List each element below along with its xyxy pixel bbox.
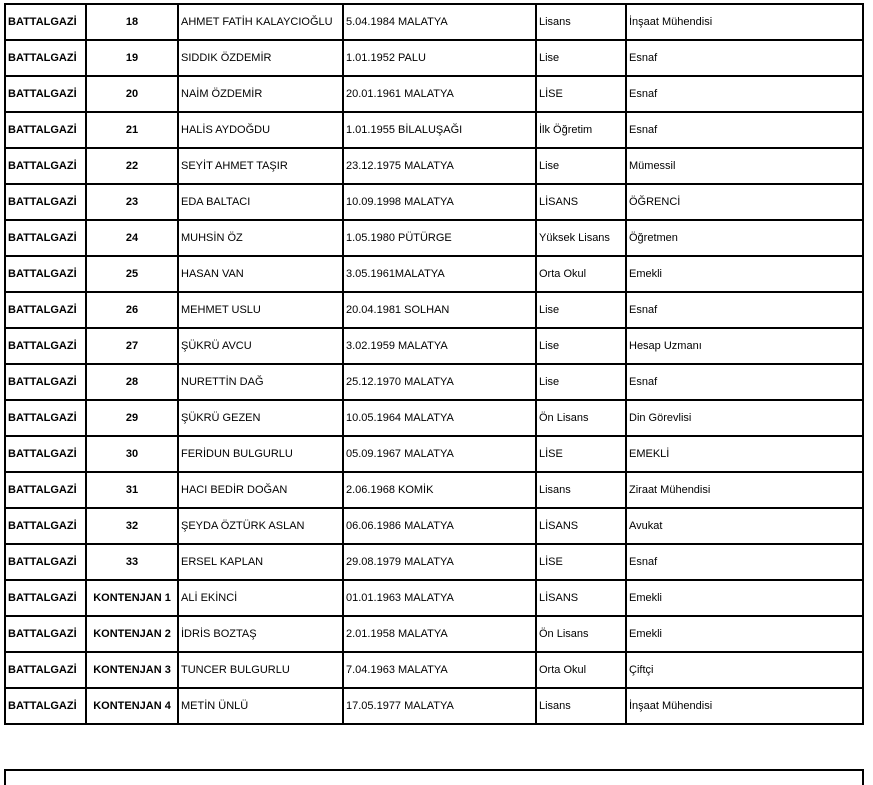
birth-date-place-cell: 7.04.1963 MALATYA	[343, 652, 536, 688]
name-cell: EDA BALTACI	[178, 184, 343, 220]
district-cell: BATTALGAZİ	[5, 112, 86, 148]
district-cell: BATTALGAZİ	[5, 220, 86, 256]
district-cell: BATTALGAZİ	[5, 400, 86, 436]
education-cell: LİSE	[536, 76, 626, 112]
number-cell: KONTENJAN 2	[86, 616, 178, 652]
occupation-cell: Mümessil	[626, 148, 863, 184]
table-row	[5, 436, 863, 472]
birth-date-place-cell: 23.12.1975 MALATYA	[343, 148, 536, 184]
name-cell: ERSEL KAPLAN	[178, 544, 343, 580]
district-cell: BATTALGAZİ	[5, 544, 86, 580]
district-cell: BATTALGAZİ	[5, 292, 86, 328]
name-cell: SIDDIK ÖZDEMİR	[178, 40, 343, 76]
district-cell: BATTALGAZİ	[5, 256, 86, 292]
occupation-cell: Esnaf	[626, 112, 863, 148]
district-cell: BATTALGAZİ	[5, 40, 86, 76]
occupation-cell: Emekli	[626, 256, 863, 292]
birth-date-place-cell: 10.09.1998 MALATYA	[343, 184, 536, 220]
birth-date-place-cell: 17.05.1977 MALATYA	[343, 688, 536, 724]
table-row	[5, 508, 863, 544]
occupation-cell: Çiftçi	[626, 652, 863, 688]
education-cell: LİSANS	[536, 508, 626, 544]
education-cell: Orta Okul	[536, 256, 626, 292]
table-row	[5, 256, 863, 292]
table-row	[5, 40, 863, 76]
number-cell: 30	[86, 436, 178, 472]
education-cell: Orta Okul	[536, 652, 626, 688]
name-cell: HASAN VAN	[178, 256, 343, 292]
birth-date-place-cell: 2.01.1958 MALATYA	[343, 616, 536, 652]
number-cell: 25	[86, 256, 178, 292]
district-cell: BATTALGAZİ	[5, 580, 86, 616]
occupation-cell: Esnaf	[626, 292, 863, 328]
table-row	[5, 148, 863, 184]
name-cell: ŞEYDA ÖZTÜRK ASLAN	[178, 508, 343, 544]
name-cell: İDRİS BOZTAŞ	[178, 616, 343, 652]
name-cell: MUHSİN ÖZ	[178, 220, 343, 256]
education-cell: Lise	[536, 40, 626, 76]
table-row	[5, 652, 863, 688]
birth-date-place-cell: 3.02.1959 MALATYA	[343, 328, 536, 364]
table-row	[5, 616, 863, 652]
district-cell: BATTALGAZİ	[5, 508, 86, 544]
occupation-cell: ÖĞRENCİ	[626, 184, 863, 220]
table-row	[5, 472, 863, 508]
number-cell: 22	[86, 148, 178, 184]
name-cell: MEHMET USLU	[178, 292, 343, 328]
birth-date-place-cell: 06.06.1986 MALATYA	[343, 508, 536, 544]
number-cell: KONTENJAN 1	[86, 580, 178, 616]
number-cell: 24	[86, 220, 178, 256]
birth-date-place-cell: 1.05.1980 PÜTÜRGE	[343, 220, 536, 256]
education-cell: Ön Lisans	[536, 400, 626, 436]
district-cell: BATTALGAZİ	[5, 328, 86, 364]
number-cell: 32	[86, 508, 178, 544]
birth-date-place-cell: 2.06.1968 KOMİK	[343, 472, 536, 508]
occupation-cell: Din Görevlisi	[626, 400, 863, 436]
table-row	[5, 76, 863, 112]
birth-date-place-cell: 3.05.1961MALATYA	[343, 256, 536, 292]
number-cell: 33	[86, 544, 178, 580]
occupation-cell: Emekli	[626, 580, 863, 616]
district-cell: BATTALGAZİ	[5, 652, 86, 688]
birth-date-place-cell: 29.08.1979 MALATYA	[343, 544, 536, 580]
name-cell: ŞÜKRÜ AVCU	[178, 328, 343, 364]
table-row	[5, 544, 863, 580]
number-cell: 31	[86, 472, 178, 508]
number-cell: 28	[86, 364, 178, 400]
table-row	[5, 688, 863, 724]
birth-date-place-cell: 05.09.1967 MALATYA	[343, 436, 536, 472]
number-cell: 21	[86, 112, 178, 148]
occupation-cell: Hesap Uzmanı	[626, 328, 863, 364]
district-cell: BATTALGAZİ	[5, 472, 86, 508]
occupation-cell: İnşaat Mühendisi	[626, 4, 863, 40]
number-cell: KONTENJAN 4	[86, 688, 178, 724]
education-cell: Lise	[536, 292, 626, 328]
education-cell: Lise	[536, 148, 626, 184]
birth-date-place-cell: 1.01.1952 PALU	[343, 40, 536, 76]
number-cell: 18	[86, 4, 178, 40]
education-cell: İlk Öğretim	[536, 112, 626, 148]
education-cell: Lisans	[536, 472, 626, 508]
next-row-border	[4, 769, 864, 785]
number-cell: 20	[86, 76, 178, 112]
district-cell: BATTALGAZİ	[5, 4, 86, 40]
table-row	[5, 4, 863, 40]
birth-date-place-cell: 20.04.1981 SOLHAN	[343, 292, 536, 328]
district-cell: BATTALGAZİ	[5, 364, 86, 400]
name-cell: FERİDUN BULGURLU	[178, 436, 343, 472]
table-row	[5, 112, 863, 148]
occupation-cell: Esnaf	[626, 544, 863, 580]
name-cell: HALİS AYDOĞDU	[178, 112, 343, 148]
table-row	[5, 364, 863, 400]
occupation-cell: Avukat	[626, 508, 863, 544]
occupation-cell: Öğretmen	[626, 220, 863, 256]
candidate-table-body	[5, 4, 863, 724]
education-cell: Lisans	[536, 4, 626, 40]
birth-date-place-cell: 20.01.1961 MALATYA	[343, 76, 536, 112]
district-cell: BATTALGAZİ	[5, 148, 86, 184]
occupation-cell: Esnaf	[626, 364, 863, 400]
table-row	[5, 328, 863, 364]
district-cell: BATTALGAZİ	[5, 688, 86, 724]
table-row	[5, 220, 863, 256]
name-cell: AHMET FATİH KALAYCIOĞLU	[178, 4, 343, 40]
occupation-cell: EMEKLİ	[626, 436, 863, 472]
education-cell: LİSE	[536, 544, 626, 580]
occupation-cell: Emekli	[626, 616, 863, 652]
birth-date-place-cell: 25.12.1970 MALATYA	[343, 364, 536, 400]
occupation-cell: Esnaf	[626, 76, 863, 112]
name-cell: TUNCER BULGURLU	[178, 652, 343, 688]
birth-date-place-cell: 1.01.1955 BİLALUŞAĞI	[343, 112, 536, 148]
district-cell: BATTALGAZİ	[5, 184, 86, 220]
number-cell: 27	[86, 328, 178, 364]
birth-date-place-cell: 01.01.1963 MALATYA	[343, 580, 536, 616]
education-cell: Lise	[536, 364, 626, 400]
name-cell: SEYİT AHMET TAŞIR	[178, 148, 343, 184]
name-cell: ALİ EKİNCİ	[178, 580, 343, 616]
occupation-cell: Ziraat Mühendisi	[626, 472, 863, 508]
education-cell: Lisans	[536, 688, 626, 724]
number-cell: 29	[86, 400, 178, 436]
number-cell: KONTENJAN 3	[86, 652, 178, 688]
name-cell: METİN ÜNLÜ	[178, 688, 343, 724]
number-cell: 26	[86, 292, 178, 328]
table-row	[5, 184, 863, 220]
table-row	[5, 580, 863, 616]
occupation-cell: İnşaat Mühendisi	[626, 688, 863, 724]
education-cell: Ön Lisans	[536, 616, 626, 652]
education-cell: Lise	[536, 328, 626, 364]
table-row	[5, 400, 863, 436]
education-cell: Yüksek Lisans	[536, 220, 626, 256]
education-cell: LİSE	[536, 436, 626, 472]
number-cell: 23	[86, 184, 178, 220]
name-cell: NAİM ÖZDEMİR	[178, 76, 343, 112]
birth-date-place-cell: 10.05.1964 MALATYA	[343, 400, 536, 436]
occupation-cell: Esnaf	[626, 40, 863, 76]
name-cell: HACI BEDİR DOĞAN	[178, 472, 343, 508]
district-cell: BATTALGAZİ	[5, 436, 86, 472]
district-cell: BATTALGAZİ	[5, 616, 86, 652]
number-cell: 19	[86, 40, 178, 76]
name-cell: NURETTİN DAĞ	[178, 364, 343, 400]
education-cell: LİSANS	[536, 580, 626, 616]
education-cell: LİSANS	[536, 184, 626, 220]
candidate-table	[4, 3, 864, 725]
birth-date-place-cell: 5.04.1984 MALATYA	[343, 4, 536, 40]
district-cell: BATTALGAZİ	[5, 76, 86, 112]
name-cell: ŞÜKRÜ GEZEN	[178, 400, 343, 436]
table-row	[5, 292, 863, 328]
